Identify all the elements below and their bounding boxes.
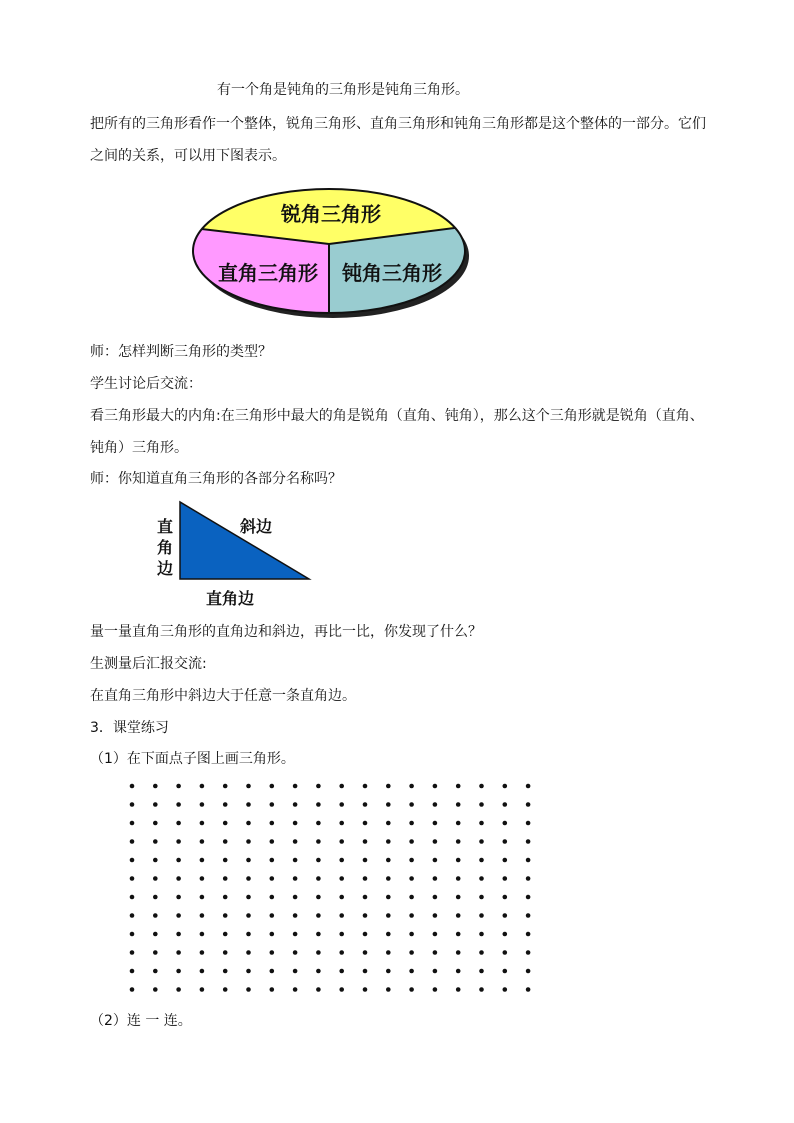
grid-dot[interactable]	[176, 895, 181, 900]
grid-dot[interactable]	[479, 821, 484, 826]
grid-dot[interactable]	[246, 839, 251, 844]
grid-dot[interactable]	[246, 969, 251, 974]
grid-dot[interactable]	[433, 913, 438, 918]
grid-dot[interactable]	[316, 784, 321, 789]
grid-dot[interactable]	[316, 876, 321, 881]
paragraph-line: 看三角形最大的内角:在三角形中最大的角是锐角（直角、钝角），那么这个三角形就是锐角（直角、	[90, 408, 704, 424]
grid-dot[interactable]	[339, 895, 344, 900]
grid-dot[interactable]	[130, 821, 135, 826]
grid-dot[interactable]	[246, 932, 251, 937]
grid-dot[interactable]	[503, 932, 508, 937]
grid-dot[interactable]	[293, 858, 298, 863]
grid-dot[interactable]	[526, 950, 531, 955]
grid-dot[interactable]	[479, 784, 484, 789]
grid-dot[interactable]	[200, 876, 205, 881]
grid-dot[interactable]	[270, 969, 275, 974]
grid-dot[interactable]	[153, 858, 158, 863]
grid-dot[interactable]	[479, 913, 484, 918]
grid-dot[interactable]	[433, 932, 438, 937]
teacher-question: 师：怎样判断三角形的类型？	[90, 344, 272, 360]
grid-dot[interactable]	[130, 802, 135, 807]
grid-dot[interactable]	[316, 839, 321, 844]
grid-dot[interactable]	[526, 987, 531, 992]
grid-dot[interactable]	[386, 932, 391, 937]
grid-dot[interactable]	[130, 950, 135, 955]
grid-dot[interactable]	[363, 987, 368, 992]
grid-dot[interactable]	[176, 858, 181, 863]
grid-dot[interactable]	[200, 839, 205, 844]
leg-horizontal-label: 直角边	[206, 589, 255, 608]
grid-dot[interactable]	[526, 932, 531, 937]
grid-dot[interactable]	[293, 802, 298, 807]
grid-dot[interactable]	[293, 784, 298, 789]
grid-dot[interactable]	[339, 876, 344, 881]
grid-dot[interactable]	[339, 802, 344, 807]
grid-dot[interactable]	[270, 950, 275, 955]
grid-dot[interactable]	[526, 876, 531, 881]
grid-dot[interactable]	[433, 858, 438, 863]
grid-dot[interactable]	[270, 784, 275, 789]
grid-dot[interactable]	[270, 802, 275, 807]
grid-dot[interactable]	[479, 858, 484, 863]
grid-dot[interactable]	[293, 895, 298, 900]
grid-dot[interactable]	[433, 802, 438, 807]
grid-dot[interactable]	[270, 895, 275, 900]
grid-dot[interactable]	[223, 950, 228, 955]
grid-dot[interactable]	[409, 895, 414, 900]
grid-dot[interactable]	[479, 969, 484, 974]
grid-dot[interactable]	[479, 950, 484, 955]
grid-dot[interactable]	[386, 839, 391, 844]
grid-dot[interactable]	[503, 802, 508, 807]
grid-dot[interactable]	[409, 987, 414, 992]
grid-dot[interactable]	[130, 969, 135, 974]
exercise-heading: （2）连 一 连。	[90, 1013, 192, 1029]
grid-dot[interactable]	[270, 839, 275, 844]
grid-dot[interactable]	[386, 969, 391, 974]
grid-dot[interactable]	[293, 821, 298, 826]
paragraph-line: 量一量直角三角形的直角边和斜边，再比一比，你发现了什么？	[90, 624, 482, 640]
grid-dot[interactable]	[176, 784, 181, 789]
grid-dot[interactable]	[386, 784, 391, 789]
grid-dot[interactable]	[293, 969, 298, 974]
grid-dot[interactable]	[363, 821, 368, 826]
exercise-heading: （1）在下面点子图上画三角形。	[90, 751, 295, 767]
grid-dot[interactable]	[223, 858, 228, 863]
grid-dot[interactable]	[456, 839, 461, 844]
paragraph-line: 生测量后汇报交流:	[90, 656, 207, 672]
grid-dot[interactable]	[153, 839, 158, 844]
grid-dot[interactable]	[223, 784, 228, 789]
grid-dot[interactable]	[223, 876, 228, 881]
grid-dot[interactable]	[223, 913, 228, 918]
grid-dot[interactable]	[526, 969, 531, 974]
grid-dot[interactable]	[270, 932, 275, 937]
grid-dot[interactable]	[479, 987, 484, 992]
grid-dot[interactable]	[503, 821, 508, 826]
grid-dot[interactable]	[433, 950, 438, 955]
grid-dot[interactable]	[200, 987, 205, 992]
grid-dot[interactable]	[270, 913, 275, 918]
grid-dot[interactable]	[153, 932, 158, 937]
grid-dot[interactable]	[433, 821, 438, 826]
grid-dot[interactable]	[386, 821, 391, 826]
leg-vertical-char: 直	[157, 517, 174, 536]
grid-dot[interactable]	[176, 913, 181, 918]
triangle-classification-diagram	[186, 186, 476, 326]
grid-dot[interactable]	[200, 895, 205, 900]
grid-dot[interactable]	[456, 858, 461, 863]
grid-dot[interactable]	[526, 802, 531, 807]
grid-dot[interactable]	[339, 784, 344, 789]
grid-dot[interactable]	[503, 895, 508, 900]
grid-dot[interactable]	[526, 895, 531, 900]
grid-dot[interactable]	[130, 858, 135, 863]
grid-dot[interactable]	[409, 839, 414, 844]
grid-dot[interactable]	[130, 784, 135, 789]
grid-dot[interactable]	[456, 987, 461, 992]
grid-dot[interactable]	[363, 969, 368, 974]
grid-dot[interactable]	[339, 858, 344, 863]
paragraph-line: 之间的关系，可以用下图表示。	[90, 148, 286, 164]
grid-dot[interactable]	[526, 784, 531, 789]
grid-dot[interactable]	[176, 950, 181, 955]
grid-dot[interactable]	[363, 876, 368, 881]
grid-dot[interactable]	[176, 876, 181, 881]
grid-dot[interactable]	[363, 802, 368, 807]
grid-dot[interactable]	[176, 839, 181, 844]
grid-dot[interactable]	[200, 821, 205, 826]
grid-dot[interactable]	[246, 784, 251, 789]
obtuse-label: 钝角三角形	[342, 261, 442, 285]
grid-dot[interactable]	[130, 987, 135, 992]
grid-dot[interactable]	[153, 950, 158, 955]
grid-dot[interactable]	[433, 969, 438, 974]
grid-dot[interactable]	[409, 950, 414, 955]
grid-dot[interactable]	[316, 969, 321, 974]
grid-dot[interactable]	[246, 913, 251, 918]
grid-dot[interactable]	[363, 895, 368, 900]
grid-dot[interactable]	[316, 987, 321, 992]
grid-dot[interactable]	[200, 784, 205, 789]
grid-dot[interactable]	[223, 987, 228, 992]
grid-dot[interactable]	[409, 913, 414, 918]
grid-dot[interactable]	[456, 895, 461, 900]
grid-dot[interactable]	[386, 913, 391, 918]
grid-dot[interactable]	[270, 858, 275, 863]
grid-dot[interactable]	[246, 858, 251, 863]
grid-dot[interactable]	[409, 821, 414, 826]
grid-dot[interactable]	[386, 987, 391, 992]
grid-dot[interactable]	[386, 950, 391, 955]
grid-dot[interactable]	[433, 839, 438, 844]
grid-dot[interactable]	[479, 876, 484, 881]
grid-dot[interactable]	[363, 913, 368, 918]
grid-dot[interactable]	[223, 802, 228, 807]
grid-dot[interactable]	[339, 932, 344, 937]
grid-dot[interactable]	[503, 950, 508, 955]
grid-dot[interactable]	[386, 802, 391, 807]
grid-dot[interactable]	[293, 876, 298, 881]
paragraph-line: 钝角）三角形。	[90, 440, 188, 456]
grid-dot[interactable]	[246, 876, 251, 881]
grid-dot[interactable]	[409, 969, 414, 974]
grid-dot[interactable]	[479, 932, 484, 937]
grid-dot[interactable]	[479, 895, 484, 900]
grid-dot[interactable]	[130, 839, 135, 844]
grid-dot[interactable]	[339, 839, 344, 844]
grid-dot[interactable]	[363, 932, 368, 937]
grid-dot[interactable]	[363, 784, 368, 789]
grid-dot[interactable]	[339, 821, 344, 826]
grid-dot[interactable]	[479, 839, 484, 844]
grid-dot[interactable]	[293, 987, 298, 992]
grid-dot[interactable]	[246, 895, 251, 900]
grid-dot[interactable]	[223, 932, 228, 937]
grid-dot[interactable]	[409, 802, 414, 807]
dot-grid[interactable]	[120, 776, 545, 998]
grid-dot[interactable]	[153, 913, 158, 918]
grid-dot[interactable]	[339, 913, 344, 918]
grid-dot[interactable]	[153, 802, 158, 807]
grid-dot[interactable]	[153, 876, 158, 881]
definition-obtuse: 有一个角是钝角的三角形是钝角三角形。	[217, 82, 469, 98]
grid-dot[interactable]	[409, 932, 414, 937]
section-heading: 3．课堂练习	[90, 720, 169, 736]
grid-dot[interactable]	[246, 802, 251, 807]
grid-dot[interactable]	[386, 895, 391, 900]
grid-dot[interactable]	[503, 784, 508, 789]
grid-dot[interactable]	[153, 895, 158, 900]
grid-dot[interactable]	[293, 932, 298, 937]
grid-dot[interactable]	[293, 913, 298, 918]
grid-dot[interactable]	[479, 802, 484, 807]
grid-dot[interactable]	[316, 895, 321, 900]
grid-dot[interactable]	[503, 839, 508, 844]
grid-dot[interactable]	[293, 839, 298, 844]
grid-dot[interactable]	[200, 913, 205, 918]
grid-dot[interactable]	[409, 858, 414, 863]
grid-dot[interactable]	[130, 913, 135, 918]
leg-vertical-char: 边	[157, 559, 174, 578]
paragraph-line: 学生讨论后交流：	[90, 376, 202, 392]
grid-dot[interactable]	[526, 858, 531, 863]
grid-dot[interactable]	[200, 932, 205, 937]
grid-dot[interactable]	[270, 987, 275, 992]
grid-dot[interactable]	[176, 821, 181, 826]
grid-dot[interactable]	[503, 858, 508, 863]
grid-dot[interactable]	[456, 784, 461, 789]
grid-dot[interactable]	[200, 858, 205, 863]
grid-dot[interactable]	[153, 987, 158, 992]
grid-dot[interactable]	[409, 876, 414, 881]
grid-dot[interactable]	[456, 932, 461, 937]
grid-dot[interactable]	[363, 858, 368, 863]
grid-dot[interactable]	[316, 858, 321, 863]
grid-dot[interactable]	[130, 876, 135, 881]
grid-dot[interactable]	[386, 858, 391, 863]
grid-dot[interactable]	[433, 784, 438, 789]
grid-dot[interactable]	[503, 913, 508, 918]
grid-dot[interactable]	[176, 802, 181, 807]
grid-dot[interactable]	[316, 802, 321, 807]
grid-dot[interactable]	[316, 932, 321, 937]
grid-dot[interactable]	[433, 876, 438, 881]
grid-dot[interactable]	[503, 987, 508, 992]
grid-dot[interactable]	[316, 950, 321, 955]
grid-dot[interactable]	[503, 876, 508, 881]
right-triangle-diagram	[178, 500, 312, 582]
grid-dot[interactable]	[456, 876, 461, 881]
hypotenuse-label: 斜边	[240, 517, 273, 536]
grid-dot[interactable]	[246, 987, 251, 992]
paragraph-line: 在直角三角形中斜边大于任意一条直角边。	[90, 688, 356, 704]
grid-dot[interactable]	[153, 969, 158, 974]
grid-dot[interactable]	[223, 895, 228, 900]
grid-dot[interactable]	[176, 969, 181, 974]
grid-dot[interactable]	[363, 839, 368, 844]
right-label: 直角三角形	[218, 261, 318, 285]
grid-dot[interactable]	[270, 876, 275, 881]
grid-dot[interactable]	[153, 821, 158, 826]
grid-dot[interactable]	[200, 950, 205, 955]
grid-dot[interactable]	[176, 932, 181, 937]
leg-vertical-char: 角	[157, 538, 174, 557]
grid-dot[interactable]	[526, 821, 531, 826]
grid-dot[interactable]	[456, 950, 461, 955]
grid-dot[interactable]	[456, 821, 461, 826]
grid-dot[interactable]	[339, 950, 344, 955]
grid-dot[interactable]	[316, 913, 321, 918]
grid-dot[interactable]	[363, 950, 368, 955]
teacher-question: 师：你知道直角三角形的各部分名称吗？	[90, 471, 342, 487]
grid-dot[interactable]	[386, 876, 391, 881]
paragraph-line: 把所有的三角形看作一个整体，锐角三角形、直角三角形和钝角三角形都是这个整体的一部分。它们	[90, 116, 706, 132]
grid-dot[interactable]	[246, 821, 251, 826]
grid-dot[interactable]	[130, 932, 135, 937]
grid-dot[interactable]	[456, 913, 461, 918]
grid-dot[interactable]	[339, 969, 344, 974]
grid-dot[interactable]	[456, 969, 461, 974]
grid-dot[interactable]	[223, 821, 228, 826]
grid-dot[interactable]	[503, 969, 508, 974]
grid-dot[interactable]	[526, 839, 531, 844]
grid-dot[interactable]	[456, 802, 461, 807]
grid-dot[interactable]	[246, 950, 251, 955]
grid-dot[interactable]	[293, 950, 298, 955]
grid-dot[interactable]	[200, 969, 205, 974]
grid-dot[interactable]	[223, 839, 228, 844]
grid-dot[interactable]	[270, 821, 275, 826]
grid-dot[interactable]	[339, 987, 344, 992]
grid-dot[interactable]	[433, 987, 438, 992]
grid-dot[interactable]	[223, 969, 228, 974]
grid-dot[interactable]	[176, 987, 181, 992]
grid-dot[interactable]	[316, 821, 321, 826]
grid-dot[interactable]	[200, 802, 205, 807]
grid-dot[interactable]	[433, 895, 438, 900]
grid-dot[interactable]	[526, 913, 531, 918]
grid-dot[interactable]	[409, 784, 414, 789]
grid-dot[interactable]	[130, 895, 135, 900]
acute-label: 锐角三角形	[281, 202, 381, 226]
grid-dot[interactable]	[153, 784, 158, 789]
